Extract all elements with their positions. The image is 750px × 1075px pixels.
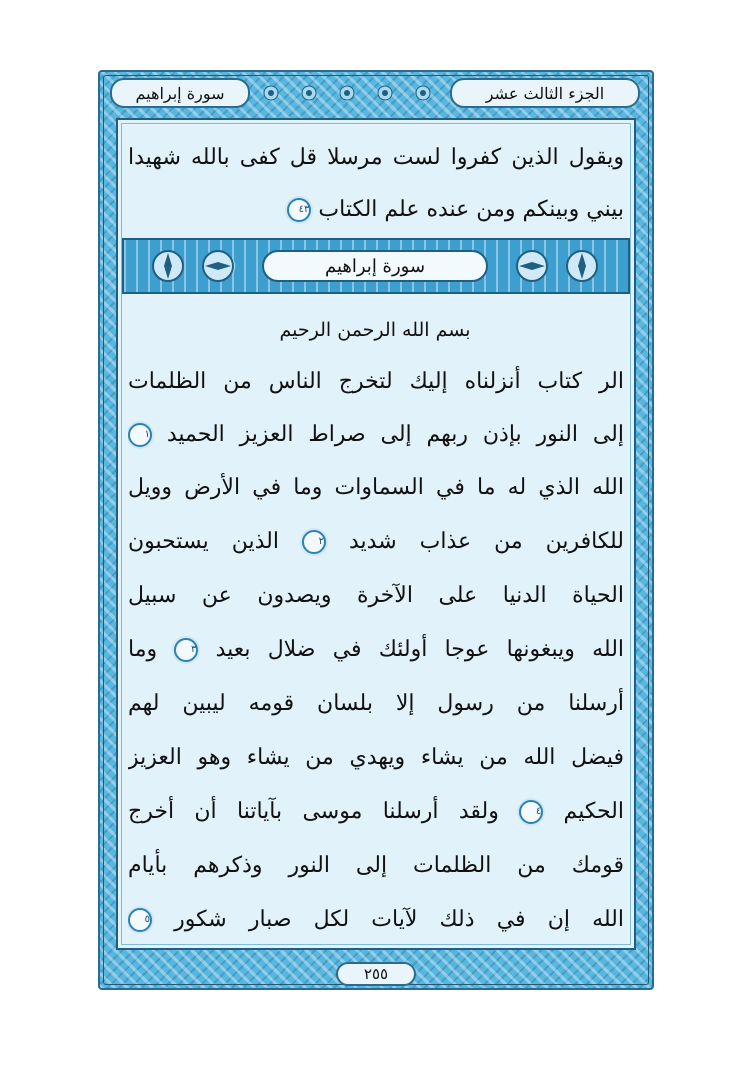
verse-text: وما (128, 637, 158, 662)
floral-ornament-icon (262, 84, 280, 102)
verse-text: الله إن في ذلك لآيات لكل صبار شكور (174, 907, 624, 932)
verse-line (128, 630, 624, 670)
ayah-number-marker: ٣ (174, 638, 198, 662)
verse-line (128, 792, 624, 832)
floral-ornament-icon (150, 248, 186, 284)
juz-name-header (450, 78, 640, 108)
verse-text: قومك من الظلمات إلى النور وذكرهم بأيام (128, 853, 624, 878)
verse-line (128, 362, 624, 402)
juz-name-label: الجزء الثالث عشر (485, 83, 605, 103)
verse-line (128, 684, 624, 724)
floral-ornament-icon (300, 84, 318, 102)
floral-ornament-icon (564, 248, 600, 284)
verse-text: الله ويبغونها عوجا أولئك في ضلال بعيد (215, 637, 624, 662)
verse-line (128, 522, 624, 562)
verse-text: بيني وبينكم ومن عنده علم الكتاب (318, 197, 624, 222)
ayah-number-marker: ٢ (302, 530, 326, 554)
surah-name-header (110, 78, 250, 108)
floral-ornament-icon (376, 84, 394, 102)
surah-title (262, 250, 488, 282)
verse-text: الحياة الدنيا على الآخرة ويصدون عن سبيل (128, 583, 624, 608)
verse-text: الحكيم (563, 799, 624, 824)
verse-text: الر كتاب أنزلناه إليك لتخرج الناس من الظلمات (128, 369, 624, 394)
verse-text: للكافرين من عذاب شديد (348, 529, 624, 554)
verse-line (128, 468, 624, 508)
ayah-number-marker: ١ (128, 423, 152, 447)
verse-line (128, 738, 624, 778)
ayah-number-marker: ٥ (128, 908, 152, 932)
verse-line (128, 415, 624, 455)
ayah-number-marker: ٤ (519, 800, 543, 824)
page-number: ٢٥٥ (336, 962, 416, 986)
verse-text: الله الذي له ما في السماوات وما في الأرض وويل (128, 475, 624, 500)
verse-text: إلى النور بإذن ربهم إلى صراط العزيز الحميد (166, 422, 624, 447)
floral-ornament-icon (514, 248, 550, 284)
verse-text: ويقول الذين كفروا لست مرسلا قل كفى بالله شهيدا (128, 145, 624, 170)
basmala: بسم الله الرحمن الرحيم (279, 319, 471, 341)
verse-line (128, 900, 624, 940)
verse-text: أرسلنا من رسول إلا بلسان قومه ليبين لهم (128, 691, 624, 716)
verse-line (128, 190, 624, 230)
floral-ornament-icon (338, 84, 356, 102)
surah-name-label: سورة إبراهيم (135, 83, 225, 103)
surah-title-text: سورة إبراهيم (324, 255, 426, 277)
verse-text: فيضل الله من يشاء ويهدي من يشاء وهو العزيز (128, 745, 624, 770)
floral-ornament-icon (200, 248, 236, 284)
ayah-number-marker: ٤٣ (287, 198, 311, 222)
verse-line (128, 576, 624, 616)
floral-ornament-icon (414, 84, 432, 102)
verse-line (128, 846, 624, 886)
verse-text: ولقد أرسلنا موسى بآياتنا أن أخرج (128, 799, 499, 824)
verse-text: الذين يستحبون (128, 529, 279, 554)
verse-line (128, 138, 624, 178)
